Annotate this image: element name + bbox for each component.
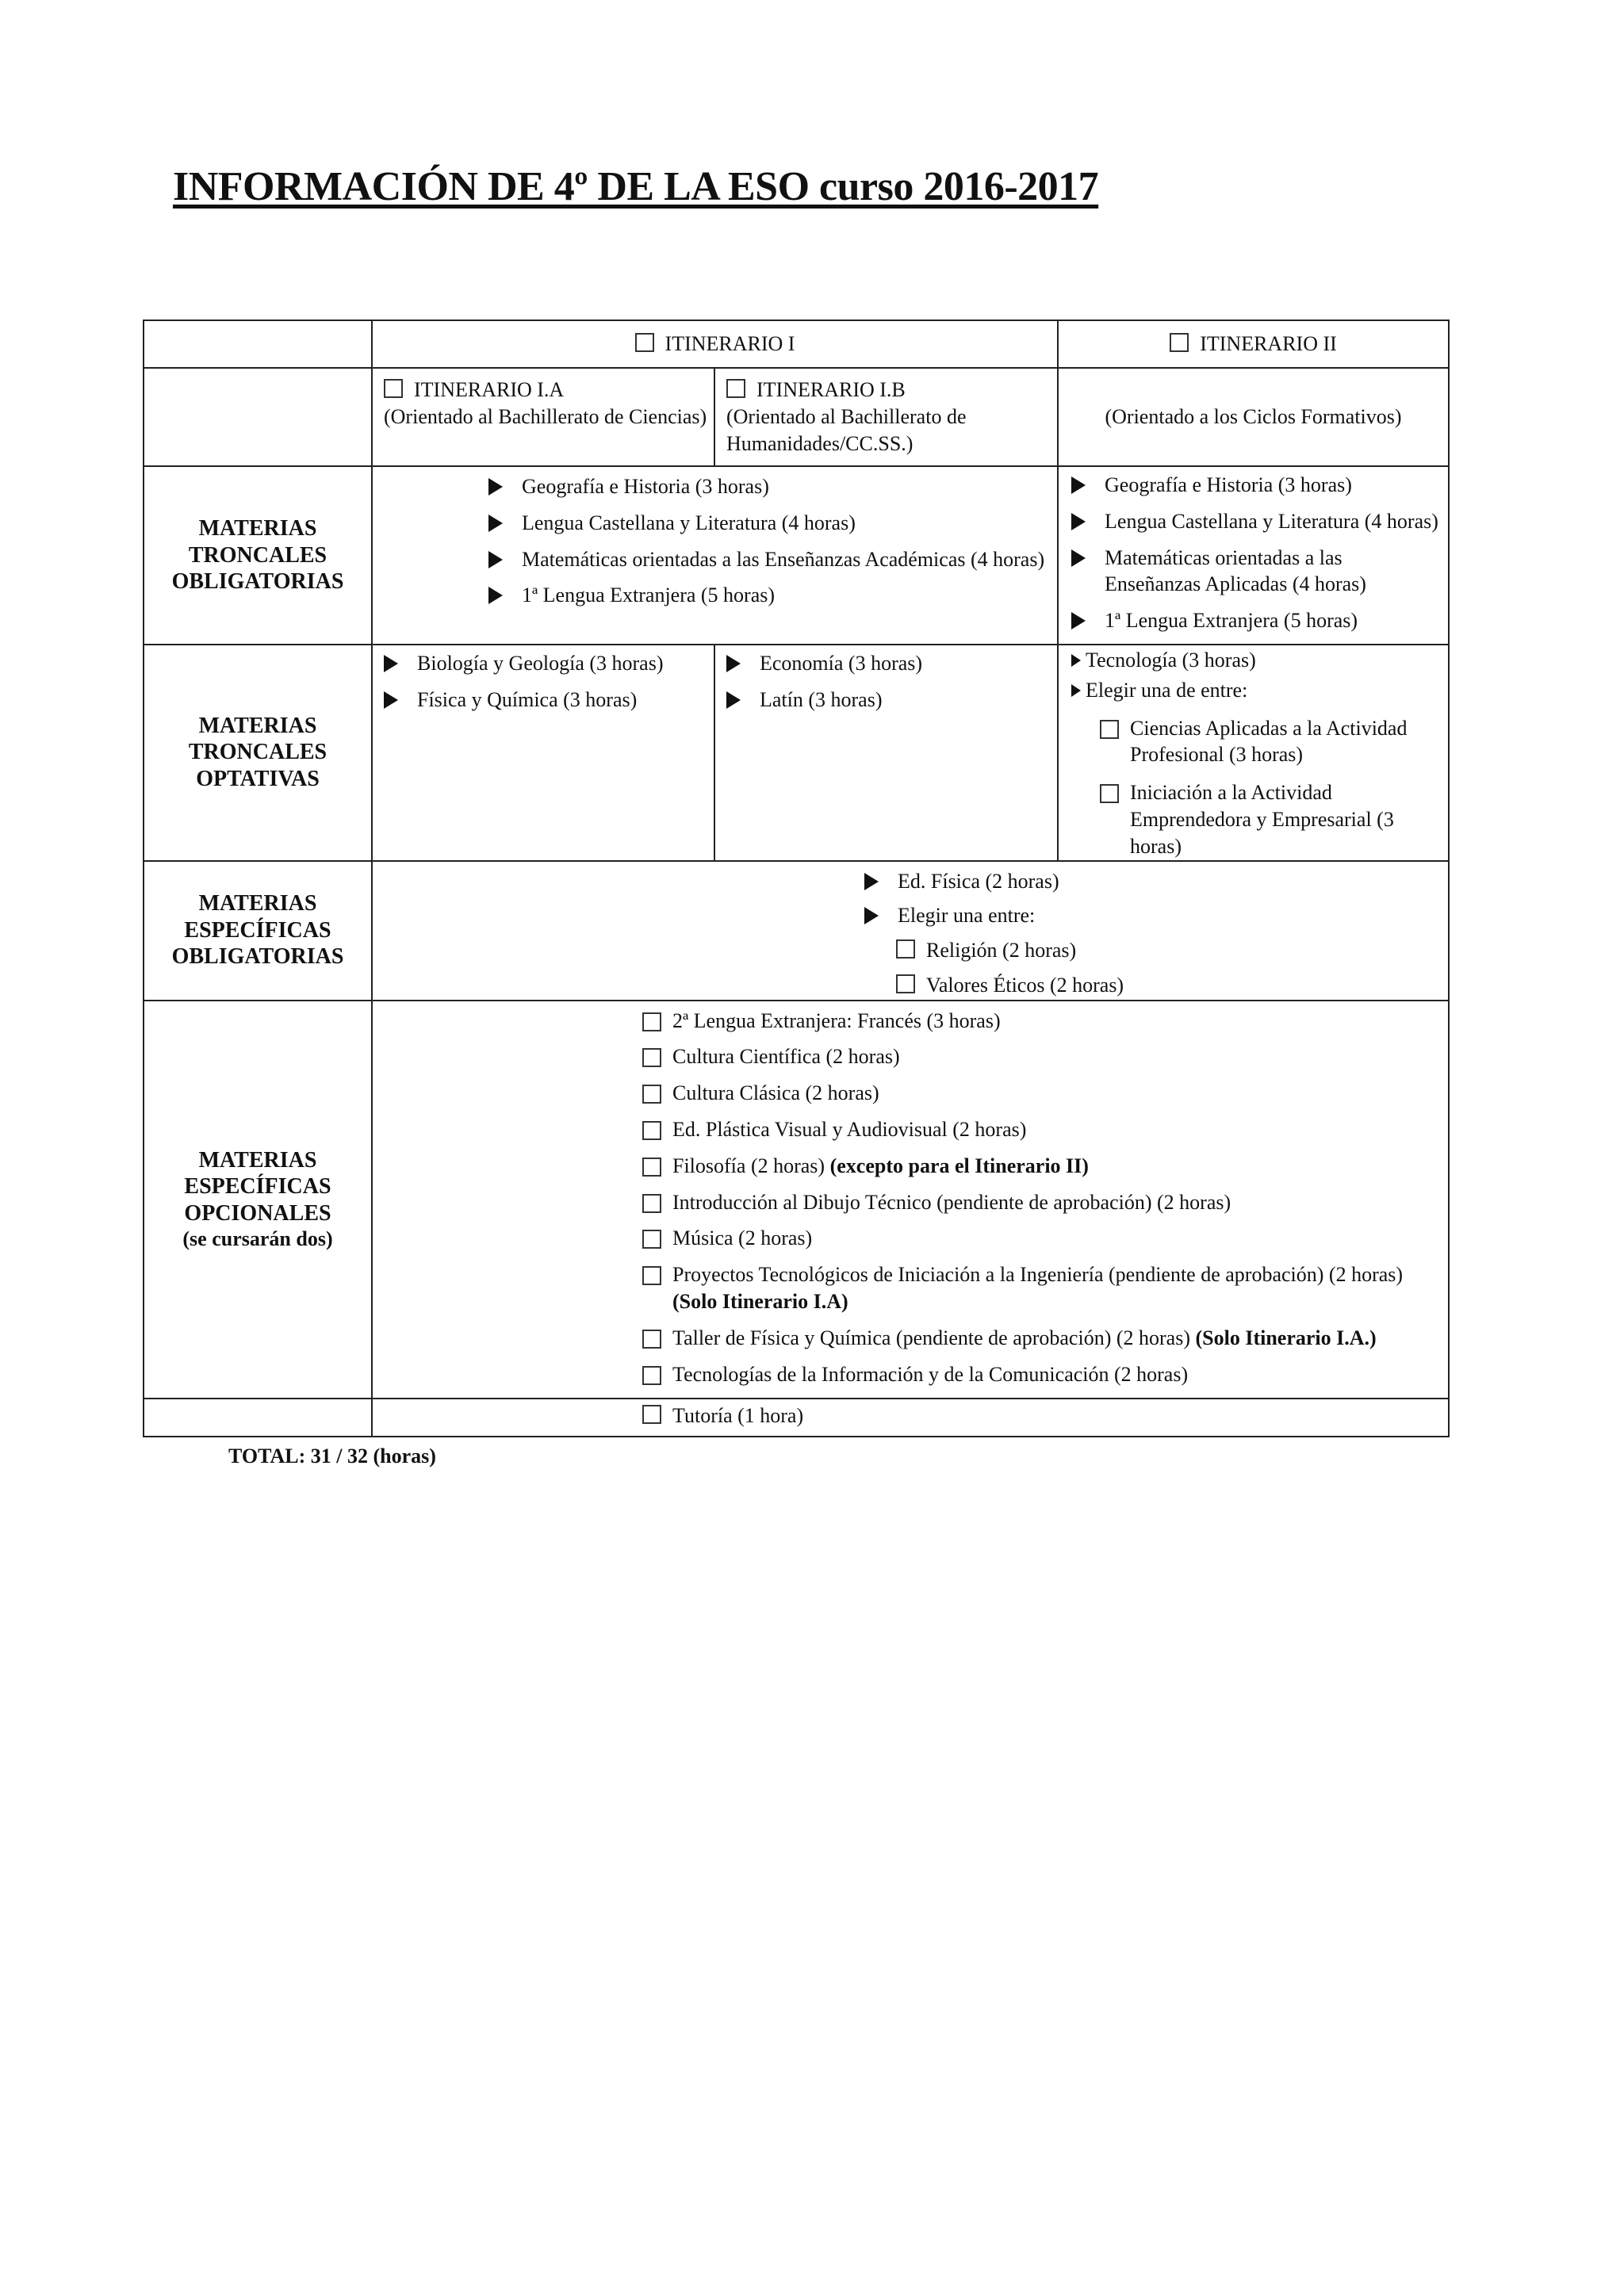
subject-text: 1ª Lengua Extranjera (5 horas) — [522, 584, 776, 607]
option-item[interactable] — [1100, 715, 1440, 769]
list-item — [488, 473, 1057, 500]
option-item[interactable] — [642, 1080, 1424, 1107]
arrow-bullet-icon — [726, 691, 741, 709]
option-item[interactable] — [642, 1116, 1424, 1143]
subject-text: 1ª Lengua Extranjera (5 horas) — [1105, 609, 1358, 633]
row-label-troncales-obligatorias — [144, 466, 372, 645]
row-label-note: (se cursarán dos) — [182, 1227, 333, 1251]
troncales-obligatorias-itinerario-1 — [372, 466, 1058, 645]
row-label-line: OPTATIVAS — [196, 767, 320, 792]
option-text: Tecnologías de la Información y de la Comunicación (2 horas) — [672, 1362, 1189, 1386]
option-text: Valores Éticos (2 horas) — [926, 973, 1124, 997]
itinerario-ib-label: ITINERARIO I.B — [756, 378, 906, 401]
list-item — [1071, 647, 1440, 674]
troncales-obligatorias-itinerario-2 — [1058, 466, 1449, 645]
row-tutoria — [144, 1399, 1449, 1437]
row-label-line: OBLIGATORIAS — [171, 944, 344, 970]
checkbox[interactable] — [642, 1048, 661, 1067]
row-label-line: MATERIAS — [198, 713, 317, 738]
option-text: Taller de Física y Química (pendiente de aprobación) (2 horas) (Solo Itinerario I.A.) — [672, 1326, 1377, 1349]
row-label-line: OPCIONALES — [184, 1200, 331, 1226]
option-text: Introducción al Dibujo Técnico (pendiente de aprobación) (2 horas) — [672, 1190, 1231, 1214]
row-label-line: ESPECÍFICAS — [184, 917, 331, 943]
choose-text: Elegir una de entre: — [1086, 678, 1248, 702]
subject-text: Geografía e Historia (3 horas) — [522, 475, 769, 498]
itinerario-ib-header — [714, 368, 1058, 466]
checkbox[interactable] — [642, 1194, 661, 1213]
itinerario-ia-checkbox[interactable] — [384, 379, 403, 398]
row-label-line: OBLIGATORIAS — [171, 569, 344, 595]
itinerario-ia-label: ITINERARIO I.A — [414, 378, 565, 401]
header-row-subitinerarios — [144, 368, 1449, 466]
list-item — [384, 687, 714, 714]
subject-text: Biología y Geología (3 horas) — [417, 651, 664, 675]
list-item — [488, 582, 1057, 609]
itinerario-ii-subtitle: (Orientado a los Ciclos Formativos) — [1105, 405, 1402, 429]
list-item — [384, 650, 714, 677]
checkbox[interactable] — [642, 1366, 661, 1385]
row-label-especificas-obligatorias — [144, 861, 372, 1001]
itinerario-ib-subtitle: (Orientado al Bachillerato de Humanidades/CC.SS.) — [726, 404, 967, 455]
option-item[interactable] — [642, 1361, 1424, 1388]
option-item[interactable] — [642, 1153, 1424, 1180]
checkbox[interactable] — [642, 1230, 661, 1249]
option-text: Filosofía (2 horas) (excepto para el Itinerario II) — [672, 1154, 1089, 1177]
list-item — [1071, 545, 1440, 599]
subject-text: Ed. Física (2 horas) — [898, 869, 1059, 893]
row-label-line: MATERIAS — [198, 516, 317, 541]
checkbox[interactable] — [642, 1085, 661, 1104]
option-text: Proyectos Tecnológicos de Iniciación a la Ingeniería (pendiente de aprobación) (2 horas) (Solo Itinerario I.A) — [672, 1263, 1404, 1313]
list-item — [1071, 607, 1440, 634]
itinerario-2-checkbox[interactable] — [1170, 333, 1189, 352]
list-item — [726, 687, 1057, 714]
option-item[interactable] — [1100, 779, 1440, 859]
row-troncales-obligatorias — [144, 466, 1449, 645]
arrow-bullet-icon — [1071, 476, 1086, 494]
itinerario-1-checkbox[interactable] — [635, 333, 654, 352]
itinerario-1-label: ITINERARIO I — [665, 332, 795, 356]
itinerario-ib-checkbox[interactable] — [726, 379, 745, 398]
itinerario-ii-subheader — [1058, 368, 1449, 466]
option-item[interactable] — [896, 937, 1448, 964]
page-title: INFORMACIÓN DE 4º DE LA ESO curso 2016-2017 — [173, 164, 1099, 209]
checkbox[interactable] — [1100, 784, 1119, 803]
checkbox[interactable] — [642, 1121, 661, 1140]
arrow-bullet-icon — [1071, 654, 1081, 667]
subject-text: Lengua Castellana y Literatura (4 horas) — [1105, 509, 1438, 533]
list-item — [864, 868, 1448, 895]
option-text: Religión (2 horas) — [926, 939, 1077, 962]
empty-label-cell — [144, 1399, 372, 1437]
especificas-obligatorias-content — [372, 861, 1449, 1001]
subject-text: Matemáticas orientadas a las Enseñanzas Aplicadas (4 horas) — [1105, 545, 1366, 596]
row-especificas-obligatorias — [144, 861, 1449, 1001]
checkbox[interactable] — [896, 974, 915, 993]
empty-corner-cell — [144, 320, 372, 368]
list-item — [488, 546, 1057, 573]
arrow-bullet-icon — [488, 515, 503, 532]
option-text: Ed. Plástica Visual y Audiovisual (2 horas) — [672, 1117, 1027, 1141]
row-label-line: MATERIAS — [198, 891, 317, 916]
row-label-line: TRONCALES — [188, 740, 327, 765]
tutoria-content — [372, 1399, 1449, 1437]
arrow-bullet-icon — [488, 587, 503, 604]
arrow-bullet-icon — [488, 551, 503, 568]
itinerario-2-label: ITINERARIO II — [1200, 332, 1337, 356]
choose-text: Elegir una entre: — [898, 904, 1036, 928]
arrow-bullet-icon — [488, 478, 503, 496]
itinerario-1-header — [372, 320, 1058, 368]
option-item[interactable] — [642, 1325, 1424, 1352]
checkbox[interactable] — [896, 939, 915, 959]
checkbox[interactable] — [642, 1012, 661, 1031]
option-item[interactable] — [642, 1261, 1424, 1315]
subject-text: Geografía e Historia (3 horas) — [1105, 473, 1352, 496]
row-especificas-opcionales — [144, 1001, 1449, 1399]
row-label-line: TRONCALES — [188, 542, 327, 568]
option-text: Iniciación a la Actividad Emprendedora y Empresarial (3 horas) — [1130, 781, 1394, 858]
subject-text: Tecnología (3 horas) — [1086, 648, 1256, 672]
option-item[interactable] — [642, 1225, 1424, 1252]
especificas-opcionales-content — [372, 1001, 1449, 1399]
list-item — [726, 650, 1057, 677]
troncales-optativas-ib — [714, 645, 1058, 861]
arrow-bullet-icon — [384, 655, 398, 672]
option-item[interactable] — [642, 1008, 1424, 1035]
arrow-bullet-icon — [1071, 549, 1086, 567]
checkbox[interactable] — [642, 1405, 661, 1424]
list-item — [488, 510, 1057, 537]
list-item — [1071, 677, 1440, 704]
option-item[interactable] — [896, 972, 1448, 999]
total-hours: TOTAL: 31 / 32 (horas) — [228, 1445, 436, 1468]
option-text: Cultura Científica (2 horas) — [672, 1045, 900, 1069]
subject-text: Física y Química (3 horas) — [417, 687, 638, 711]
option-text: Música (2 horas) — [672, 1226, 813, 1250]
row-troncales-optativas — [144, 645, 1449, 861]
checkbox[interactable] — [642, 1330, 661, 1349]
option-text: Tutoría (1 hora) — [672, 1403, 804, 1427]
subjects-table — [143, 320, 1450, 1437]
checkbox[interactable] — [642, 1266, 661, 1285]
row-label-especificas-opcionales — [144, 1001, 372, 1399]
arrow-bullet-icon — [864, 907, 879, 924]
arrow-bullet-icon — [1071, 513, 1086, 530]
troncales-optativas-ia — [372, 645, 714, 861]
list-item — [864, 902, 1448, 929]
troncales-optativas-itinerario-2 — [1058, 645, 1449, 861]
subject-text: Economía (3 horas) — [760, 651, 923, 675]
itinerario-ia-header — [372, 368, 714, 466]
checkbox[interactable] — [642, 1158, 661, 1177]
subject-text: Matemáticas orientadas a las Enseñanzas Académicas (4 horas) — [522, 547, 1045, 571]
arrow-bullet-icon — [726, 655, 741, 672]
list-item — [1071, 472, 1440, 499]
option-item[interactable] — [642, 1402, 1448, 1429]
option-text: 2ª Lengua Extranjera: Francés (3 horas) — [672, 1008, 1001, 1032]
list-item — [1071, 508, 1440, 535]
arrow-bullet-icon — [864, 873, 879, 890]
checkbox[interactable] — [1100, 720, 1119, 739]
arrow-bullet-icon — [384, 691, 398, 709]
arrow-bullet-icon — [1071, 684, 1081, 697]
itinerario-ia-subtitle: (Orientado al Bachillerato de Ciencias) — [384, 404, 707, 428]
subject-text: Lengua Castellana y Literatura (4 horas) — [522, 511, 856, 534]
option-item[interactable] — [642, 1189, 1424, 1216]
row-label-line: MATERIAS — [198, 1147, 317, 1173]
option-text: Ciencias Aplicadas a la Actividad Profesional (3 horas) — [1130, 716, 1408, 767]
arrow-bullet-icon — [1071, 612, 1086, 629]
row-label-troncales-optativas — [144, 645, 372, 861]
header-row-itinerarios — [144, 320, 1449, 368]
option-text: Cultura Clásica (2 horas) — [672, 1081, 879, 1105]
empty-label-cell — [144, 368, 372, 466]
row-label-line: ESPECÍFICAS — [184, 1174, 331, 1200]
option-item[interactable] — [642, 1043, 1424, 1070]
subject-text: Latín (3 horas) — [760, 687, 883, 711]
itinerario-2-header — [1058, 320, 1449, 368]
